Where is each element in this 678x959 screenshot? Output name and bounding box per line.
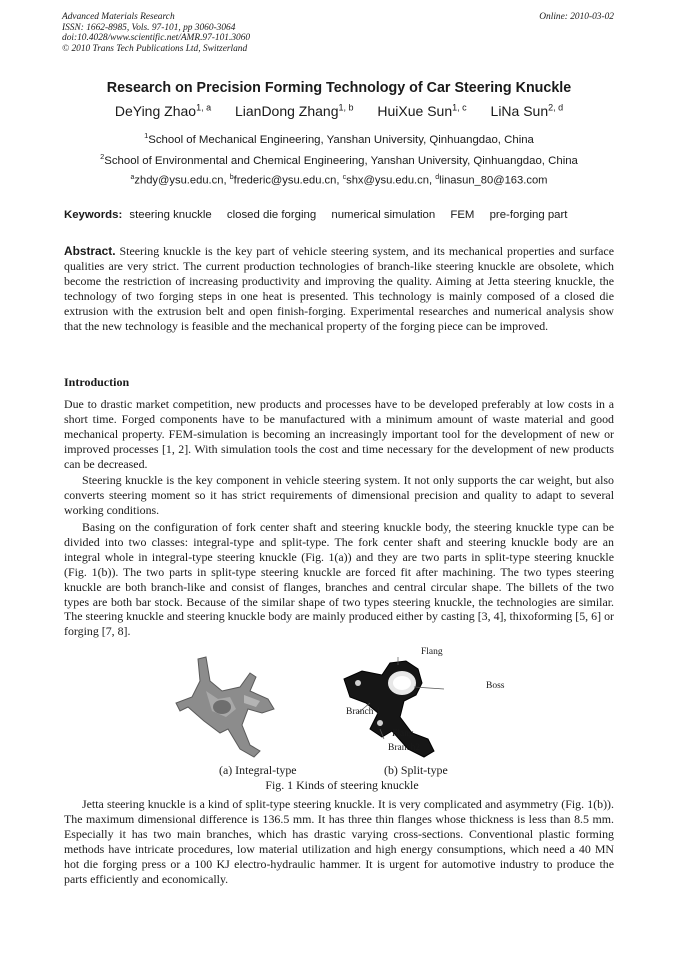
label-boss: Boss xyxy=(486,681,505,691)
abstract-text: Steering knuckle is the key part of vehicle steering system, and its mechanical properties and surface qualities are very strict. The current production technologies of branch-like steering knuckle are obsolete, which become the restriction of increasing productivity and improving the quality. Aiming at Jetta steering knuckle, the technology of two forging steps in one heat is presented. This technology is mainly composed of a closed die extrusion with the extrusion belt and open finish-forging. Experimental researches and numerical analysis show that the new technology is feasible and the mechanical property of the forging piece can be improved. xyxy=(64,244,614,333)
label-branch-2: Branch2 xyxy=(388,743,421,753)
abstract-label: Abstract. xyxy=(64,244,116,258)
journal-name: Advanced Materials Research xyxy=(62,12,175,22)
paragraph: Due to drastic market competition, new products and processes have to be developed preferably at low costs in a short time. Forged components have to be manufactured with a minimum amount of waste material and good mechanical property. FEM-simulation is becoming an increasingly important tool for the development of new or improved processes [1, 2]. With simulation tools the cost and time necessary for the development of new products can be decreased. xyxy=(64,397,614,471)
author-list xyxy=(0,102,678,119)
issn-line: ISSN: 1662-8985, Vols. 97-101, pp 3060-3064 xyxy=(62,22,236,33)
author: LiNa Sun$^{2, d}$ xyxy=(490,102,564,119)
section-heading-introduction: Introduction xyxy=(64,375,130,389)
keyword: closed die forging xyxy=(226,209,317,221)
subcaption-a: (a) Integral-type xyxy=(219,763,297,777)
keywords xyxy=(64,209,579,221)
figure-caption: Fig. 1 Kinds of steering knuckle xyxy=(265,778,419,792)
copyright-line: © 2010 Trans Tech Publications Ltd, Switzerland xyxy=(62,43,248,54)
author: DeYing Zhao$^{1, a}$ xyxy=(114,102,212,119)
doi-line: doi:10.4028/www.scientific.net/AMR.97-101.3060 xyxy=(62,33,251,44)
integral-type-knuckle-image xyxy=(170,651,290,761)
paragraph: Steering knuckle is the key component in vehicle steering system. It not only supports the car weight, but also converts steering moment so it has strict requirements of dimensional precision and quality to adapt to several working conditions. xyxy=(64,473,614,517)
author: LianDong Zhang$^{1, b}$ xyxy=(234,102,354,119)
author: HuiXue Sun$^{1, c}$ xyxy=(377,102,467,119)
keyword: numerical simulation xyxy=(331,209,436,221)
subcaption-b: (b) Split-type xyxy=(384,763,448,777)
journal-header xyxy=(62,12,250,54)
paper-title: Research on Precision Forming Technology of Car Steering Knuckle xyxy=(106,80,572,96)
abstract xyxy=(64,244,614,333)
online-date: Online: 2010-03-02 xyxy=(539,12,614,22)
affiliation-1: $^1$School of Mechanical Engineering, Yanshan University, Qinhuangdao, China xyxy=(144,131,534,146)
paragraph: Jetta steering knuckle is a kind of split-type steering knuckle. It is very complicated and asymmetry (Fig. 1(b)). The maximum dimensional difference is 136.5 mm. It has three thin flanges whose thickness is less than 8.5 mm. Especially it has two main branches, which has drastic varying cross-sections. Conventional plastic forming methods have intricate procedures, low material utilization and high energy consumptions, which need a 40 MN hot die forging press or a 100 KJ electro-hydraulic hammer. It is urgent for automotive industry to produce the parts efficiently and economically. xyxy=(64,797,614,886)
keywords-label: Keywords: xyxy=(64,209,123,221)
keyword: FEM xyxy=(450,209,475,221)
label-flang-top: Flang xyxy=(421,647,443,657)
author-emails: $^a$zhdy@ysu.edu.cn, $^b$frederic@ysu.edu.cn, $^c$shx@ysu.edu.cn, $^d$linasun_80@163.com xyxy=(130,174,548,187)
keyword: pre-forging part xyxy=(489,209,568,221)
keyword: steering knuckle xyxy=(129,209,212,221)
label-branch-1: Branch 1 xyxy=(346,707,381,717)
label-flang-bottom: Flang xyxy=(392,729,414,739)
figure-1 xyxy=(162,647,522,797)
affiliation-2: $^2$School of Environmental and Chemical Engineering, Yanshan University, Qinhuangdao, China xyxy=(100,152,578,167)
paragraph: Basing on the configuration of fork center shaft and steering knuckle body, the steering knuckle type can be divided into two classes: integral-type and split-type. The fork center shaft and steering knuckle body are an integral whole in integral-type steering knuckle (Fig. 1(a)) and they are two parts in split-type steering knuckle (Fig. 1(b)). The two parts in split-type steering knuckle are forced fit after machining. The two types steering knuckle are both branch-like and consist of flanges, branches and central circular shape. The billets of the two types are both bar stock. Because of the similar shape of two types steering knuckle, the technologies are similar. The steering knuckle and steering knuckle body are mainly produced either by casting [3, 4], thixoforming [5, 6] or forging [7, 8]. xyxy=(64,520,614,639)
